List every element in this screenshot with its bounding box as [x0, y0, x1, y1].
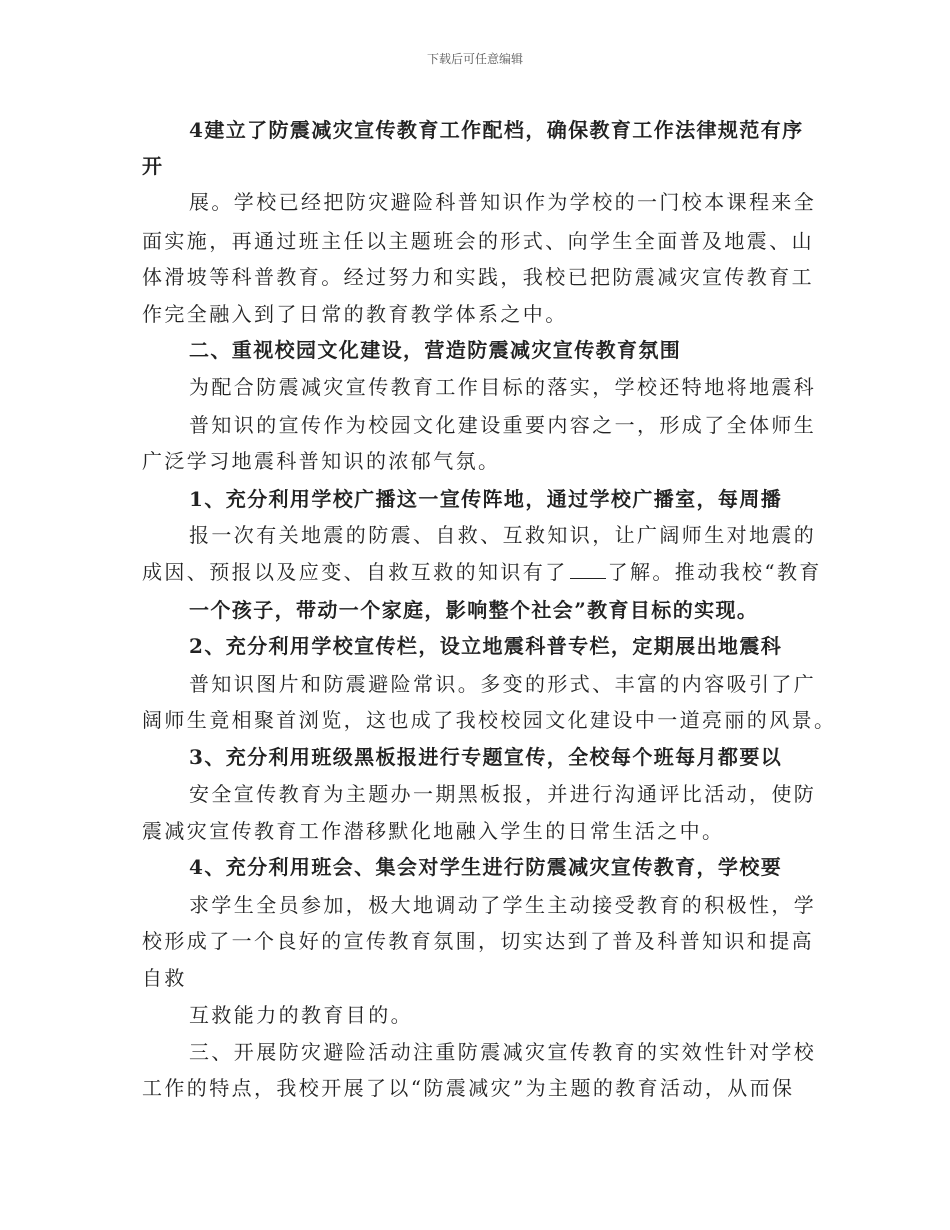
text-line-heading: 3、充分利用班级黑板报进行专题宣传，全校每个班每月都要以	[189, 745, 783, 769]
text-line-bold: 一个孩子，带动一个家庭，影响整个社会”教育目标的实现。	[189, 598, 759, 622]
text-line-heading: 4建立了防震减灾宣传教育工作配档，确保教育工作法律规范有序	[189, 118, 804, 142]
text-line-heading: 1、充分利用学校广播这一宣传阵地，通过学校广播室，每周播	[189, 487, 783, 511]
text-line: 工作的特点，我校开展了以“防震减灾”为主题的教育活动，从而保	[142, 1076, 795, 1100]
text-line: 互救能力的教育目的。	[189, 1003, 413, 1027]
text-line: 阔师生竟相聚首浏览，这也成了我校校园文化建设中一道亮丽的风景。	[142, 708, 837, 732]
text-line: 体滑坡等科普教育。经过努力和实践，我校已把防震减灾宣传教育工	[142, 265, 814, 289]
fill-in-blank	[570, 560, 606, 579]
text-line: 展。学校已经把防灾避险科普知识作为学校的一门校本课程来全	[189, 190, 817, 214]
text-line: 广泛学习地震科普知识的浓郁气氛。	[142, 449, 501, 473]
text-line: 开	[142, 154, 164, 178]
text-line: 安全宣传教育为主题办一期黑板报，并进行沟通评比活动，使防	[189, 782, 817, 806]
text-segment: 成因、预报以及应变、自救互救的知识有了	[142, 560, 568, 584]
text-line-with-blank	[142, 559, 822, 585]
text-line: 三、开展防灾避险活动注重防震减灾宣传教育的实效性针对学校	[189, 1040, 817, 1064]
text-line: 面实施，再通过班主任以主题班会的形式、向学生全面普及地震、山	[142, 229, 814, 253]
text-line: 自救	[142, 966, 187, 990]
text-line: 为配合防震减灾宣传教育工作目标的落实，学校还特地将地震科	[189, 375, 817, 399]
text-line-heading: 2、充分利用学校宣传栏，设立地震科普专栏，定期展出地震科	[189, 634, 783, 658]
text-line: 求学生全员参加，极大地调动了学生主动接受教育的积极性，学	[189, 893, 817, 917]
text-line-heading: 4、充分利用班会、集会对学生进行防震减灾宣传教育，学校要	[189, 855, 783, 879]
text-line: 普知识的宣传作为校园文化建设重要内容之一，形成了全体师生	[189, 413, 817, 437]
text-segment: 了解。推动我校“教育	[607, 560, 822, 584]
section-heading: 二、重视校园文化建设，营造防震减灾宣传教育氛围	[189, 338, 682, 362]
page-header: 下载后可任意编辑	[426, 52, 523, 66]
text-line: 校形成了一个良好的宣传教育氛围，切实达到了普及科普知识和提高	[142, 929, 814, 953]
text-line: 报一次有关地震的防震、自救、互救知识，让广阔师生对地震的	[189, 523, 817, 547]
text-line: 作完全融入到了日常的教育教学体系之中。	[142, 302, 568, 326]
text-line: 震减灾宣传教育工作潜移默化地融入学生的日常生活之中。	[142, 819, 725, 843]
text-line: 普知识图片和防震避险常识。多变的形式、丰富的内容吸引了广	[189, 672, 817, 696]
